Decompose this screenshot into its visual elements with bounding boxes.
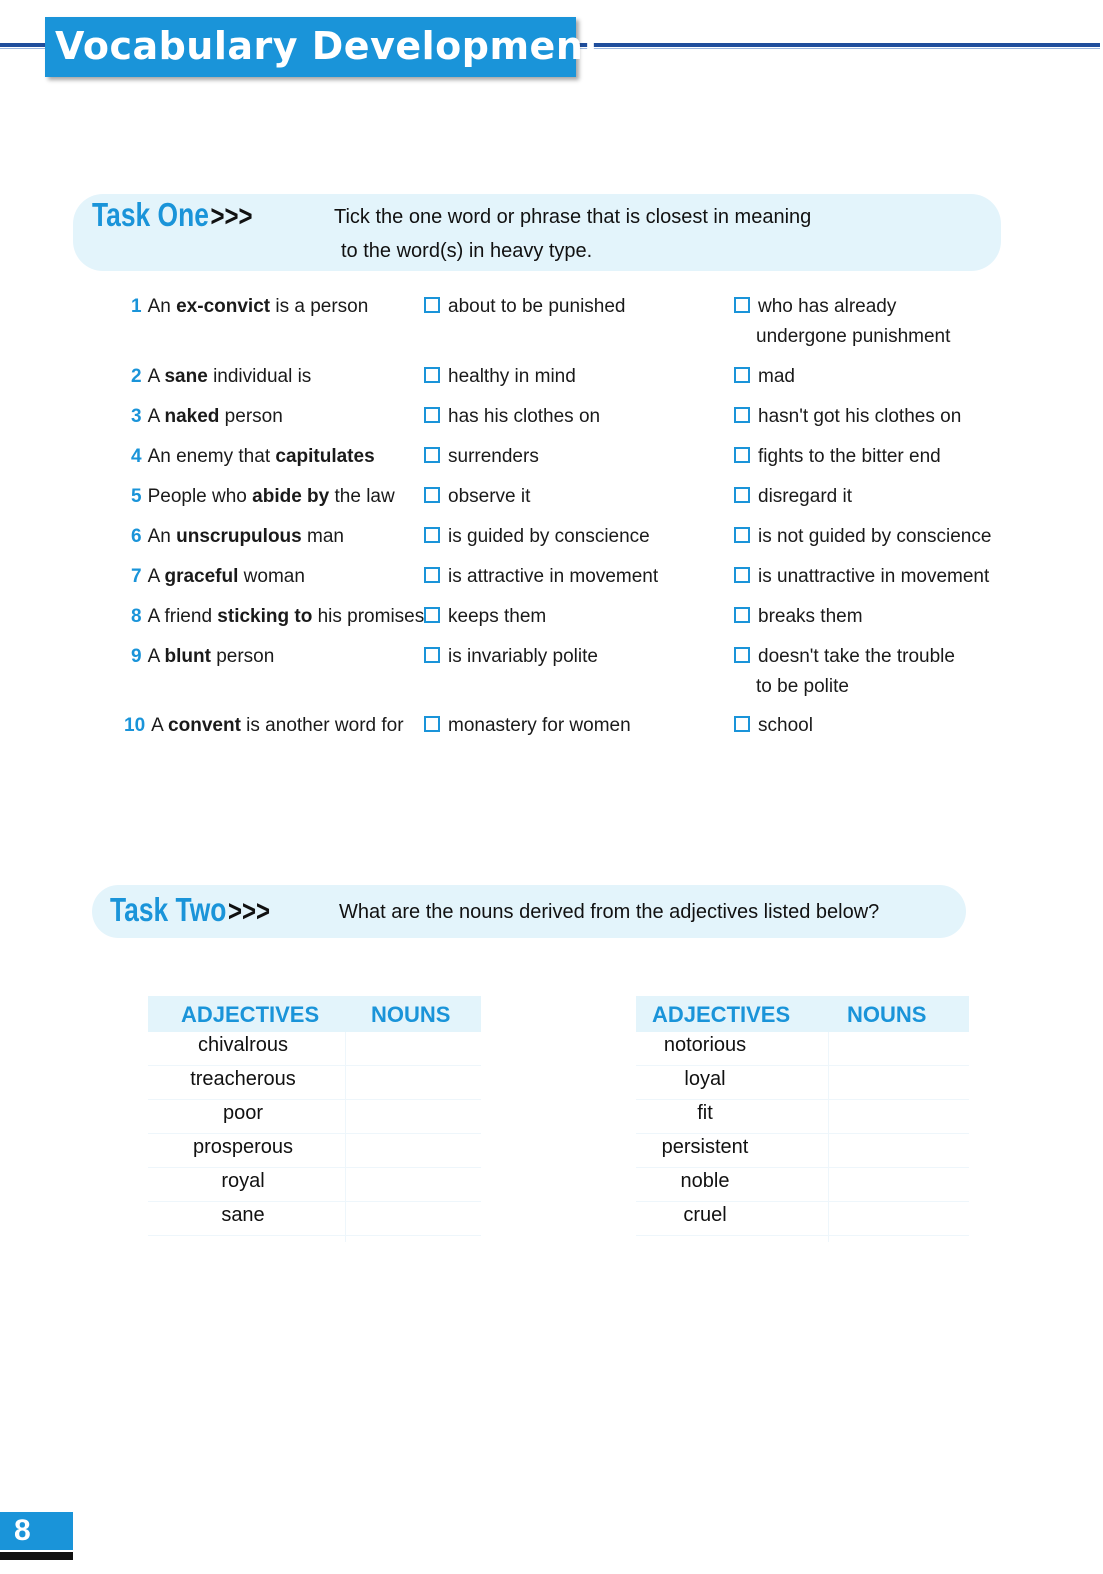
noun-answer-cell[interactable] — [829, 1168, 969, 1198]
checkbox-icon[interactable] — [734, 407, 750, 423]
adjective-cell: prosperous — [192, 1136, 294, 1158]
option-5-a[interactable] — [424, 482, 530, 512]
checkbox-icon[interactable] — [424, 607, 440, 623]
option-2-b[interactable] — [734, 362, 795, 392]
option-6-b[interactable] — [734, 522, 991, 552]
question-text: person — [219, 406, 283, 427]
question-text: A — [147, 566, 165, 587]
option-label: school — [758, 715, 813, 736]
question-text: is a person — [270, 296, 369, 317]
adjective-cell: loyal — [684, 1068, 726, 1090]
option-label: has his clothes on — [448, 406, 601, 427]
noun-answer-cell[interactable] — [346, 1168, 481, 1198]
key-word: sticking to — [217, 606, 313, 627]
key-word: convent — [168, 715, 241, 736]
option-label: disregard it — [758, 486, 852, 507]
option-7-a[interactable] — [424, 562, 658, 592]
option-label-continued: to be polite — [756, 676, 849, 697]
question-text: individual is — [207, 366, 312, 387]
option-label: who has already — [758, 296, 897, 317]
noun-answer-cell[interactable] — [346, 1066, 481, 1096]
noun-answer-cell[interactable] — [829, 1032, 969, 1062]
question-5 — [131, 484, 395, 510]
option-label: is invariably polite — [448, 646, 598, 667]
key-word: abide by — [252, 486, 330, 507]
column-header-nouns: NOUNS — [371, 1002, 451, 1027]
question-text: his promises — [312, 606, 425, 627]
option-2-a[interactable] — [424, 362, 576, 392]
question-number: 4 — [131, 446, 142, 467]
noun-answer-cell[interactable] — [829, 1134, 969, 1164]
row-divider — [148, 1235, 481, 1236]
question-text: A — [147, 366, 165, 387]
question-text: A — [147, 646, 165, 667]
checkbox-icon[interactable] — [734, 567, 750, 583]
checkbox-icon[interactable] — [734, 647, 750, 663]
adjective-cell: chivalrous — [197, 1034, 289, 1056]
adjective-cell: sane — [221, 1204, 265, 1226]
option-7-b[interactable] — [734, 562, 989, 592]
question-number: 2 — [131, 366, 142, 387]
question-3 — [131, 404, 283, 430]
page-title: Vocabulary Development — [55, 24, 603, 68]
question-4 — [131, 444, 375, 470]
checkbox-icon[interactable] — [424, 487, 440, 503]
question-9 — [131, 644, 274, 670]
adjective-cell: royal — [221, 1170, 265, 1192]
question-7 — [131, 564, 305, 590]
task-two-label — [110, 891, 270, 929]
task-two-banner — [92, 885, 966, 938]
task-one-banner — [73, 194, 1001, 271]
checkbox-icon[interactable] — [424, 447, 440, 463]
noun-answer-cell[interactable] — [346, 1202, 481, 1232]
question-text: A friend — [147, 606, 218, 627]
option-3-a[interactable] — [424, 402, 600, 432]
question-text: is another word for — [240, 715, 404, 736]
adjective-cell: notorious — [663, 1034, 747, 1056]
option-label: fights to the bitter end — [758, 446, 941, 467]
noun-answer-cell[interactable] — [346, 1134, 481, 1164]
option-label: is unattractive in movement — [758, 566, 990, 587]
option-1-a[interactable] — [424, 292, 626, 322]
task-one-title: Task One — [92, 196, 209, 233]
option-label: is not guided by conscience — [758, 526, 992, 547]
checkbox-icon[interactable] — [734, 607, 750, 623]
option-label: observe it — [448, 486, 531, 507]
key-word: capitulates — [275, 446, 375, 467]
option-8-b[interactable] — [734, 602, 863, 632]
checkbox-icon[interactable] — [734, 487, 750, 503]
question-8 — [131, 604, 424, 630]
task-two-title: Task Two — [110, 891, 227, 928]
key-word: ex-convict — [176, 296, 271, 317]
checkbox-icon[interactable] — [734, 527, 750, 543]
question-number: 10 — [124, 715, 146, 736]
task-one-instruction — [334, 200, 811, 268]
header-title-box — [45, 17, 603, 77]
checkbox-icon[interactable] — [424, 647, 440, 663]
option-10-b[interactable] — [734, 711, 813, 741]
option-label: surrenders — [448, 446, 539, 467]
option-3-b[interactable] — [734, 402, 961, 432]
key-word: naked — [164, 406, 220, 427]
question-6 — [131, 524, 344, 550]
question-text: People who — [147, 486, 253, 507]
noun-table-right — [636, 996, 969, 1246]
adjective-cell: cruel — [683, 1204, 727, 1226]
option-5-b[interactable] — [734, 482, 852, 512]
question-text: A — [151, 715, 169, 736]
question-number: 9 — [131, 646, 142, 667]
checkbox-icon[interactable] — [734, 367, 750, 383]
question-number: 3 — [131, 406, 142, 427]
column-header-adjectives: ADJECTIVES — [181, 1002, 320, 1027]
option-label: is guided by conscience — [448, 526, 650, 547]
question-text: person — [210, 646, 275, 667]
question-2 — [131, 364, 311, 390]
task-one-instruction-line2: to the word(s) in heavy type. — [341, 240, 593, 262]
checkbox-icon[interactable] — [734, 447, 750, 463]
checkbox-icon[interactable] — [424, 567, 440, 583]
noun-answer-cell[interactable] — [829, 1202, 969, 1232]
checkbox-icon[interactable] — [734, 297, 750, 313]
option-label: healthy in mind — [448, 366, 576, 387]
checkbox-icon[interactable] — [424, 527, 440, 543]
option-6-a[interactable] — [424, 522, 650, 552]
option-label: hasn't got his clothes on — [758, 406, 962, 427]
option-8-a[interactable] — [424, 602, 546, 632]
question-number: 6 — [131, 526, 142, 547]
option-label: is attractive in movement — [448, 566, 659, 587]
question-number: 1 — [131, 296, 142, 317]
question-1 — [131, 294, 368, 320]
option-9-b[interactable] — [734, 642, 955, 702]
option-label: mad — [758, 366, 795, 387]
key-word: blunt — [164, 646, 211, 667]
question-text: An — [147, 296, 177, 317]
question-text: the law — [329, 486, 395, 507]
noun-answer-cell[interactable] — [346, 1032, 481, 1062]
task-two-arrows: >>> — [227, 895, 271, 928]
adjective-cell: poor — [222, 1102, 264, 1124]
noun-answer-cell[interactable] — [829, 1066, 969, 1096]
noun-answer-cell[interactable] — [346, 1100, 481, 1130]
key-word: sane — [164, 366, 208, 387]
checkbox-icon[interactable] — [424, 367, 440, 383]
checkbox-icon[interactable] — [734, 716, 750, 732]
task-one-arrows: >>> — [210, 200, 253, 233]
key-word: unscrupulous — [176, 526, 302, 547]
task-one-label — [92, 196, 253, 234]
question-number: 7 — [131, 566, 142, 587]
option-label: doesn't take the trouble — [758, 646, 955, 667]
adjective-cell: fit — [697, 1102, 713, 1124]
option-9-a[interactable] — [424, 642, 598, 672]
question-text: man — [301, 526, 344, 547]
checkbox-icon[interactable] — [424, 297, 440, 313]
question-text: An — [147, 526, 177, 547]
task-two-instruction: What are the nouns derived from the adjectives listed below? — [339, 901, 880, 923]
checkbox-icon[interactable] — [424, 716, 440, 732]
question-text: An enemy that — [147, 446, 276, 467]
page-number: 8 — [0, 1512, 73, 1550]
question-text: woman — [238, 566, 305, 587]
option-label-continued: undergone punishment — [756, 326, 951, 347]
option-label: monastery for women — [448, 715, 631, 736]
checkbox-icon[interactable] — [424, 407, 440, 423]
question-text: A — [147, 406, 165, 427]
key-word: graceful — [164, 566, 239, 587]
option-label: keeps them — [448, 606, 547, 627]
option-label: breaks them — [758, 606, 863, 627]
question-number: 5 — [131, 486, 142, 507]
task-one-instruction-line1: Tick the one word or phrase that is closest in meaning — [334, 206, 812, 228]
row-divider — [636, 1235, 969, 1236]
column-header-adjectives: ADJECTIVES — [652, 1002, 791, 1027]
option-4-a[interactable] — [424, 442, 539, 472]
question-number: 8 — [131, 606, 142, 627]
adjective-cell: persistent — [661, 1136, 749, 1158]
page-number-bar — [0, 1552, 73, 1560]
adjective-cell: treacherous — [190, 1068, 296, 1090]
option-1-b[interactable] — [734, 292, 950, 352]
noun-answer-cell[interactable] — [829, 1100, 969, 1130]
noun-table-left — [148, 996, 481, 1246]
column-header-nouns: NOUNS — [847, 1002, 927, 1027]
option-4-b[interactable] — [734, 442, 941, 472]
adjective-cell: noble — [680, 1170, 730, 1192]
option-10-a[interactable] — [424, 711, 631, 741]
option-label: about to be punished — [448, 296, 626, 317]
question-10 — [124, 713, 404, 739]
